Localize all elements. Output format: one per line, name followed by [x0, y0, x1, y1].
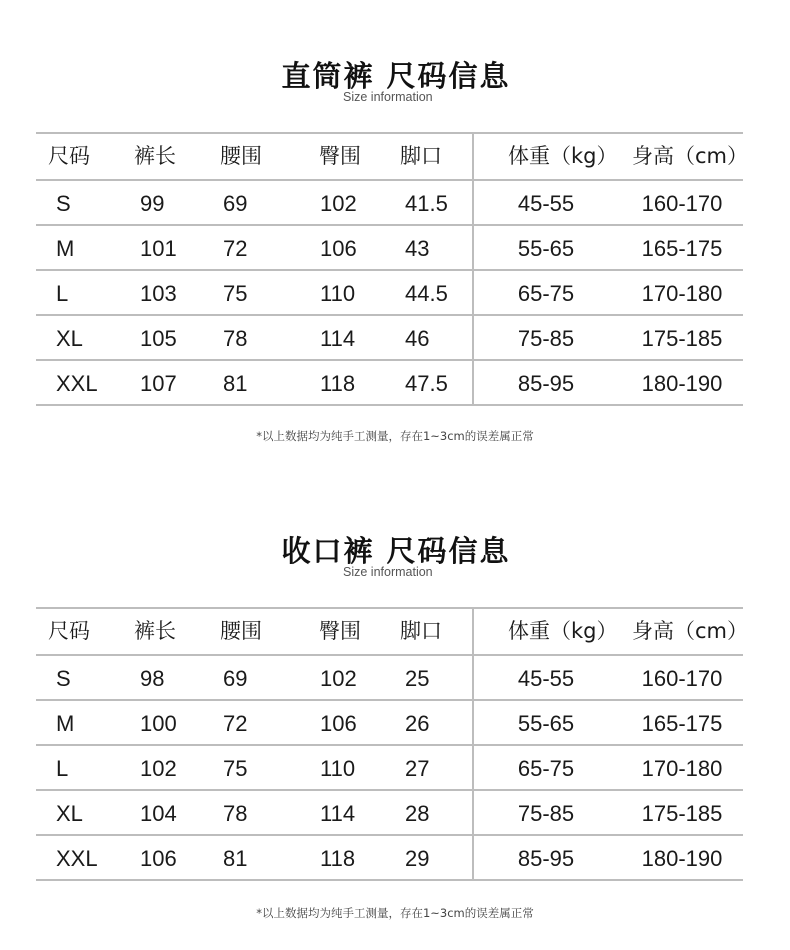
measurement-note: *以上数据均为纯手工测量，存在1~3cm的误差属正常	[256, 429, 534, 443]
cell-waist: 78	[223, 801, 248, 826]
cell-height: 175-185	[641, 801, 723, 826]
cell-size: M	[56, 236, 75, 261]
cell-waist: 69	[223, 666, 248, 691]
cell-waist: 75	[223, 281, 248, 306]
cell-length: 106	[140, 846, 177, 871]
cell-height: 180-190	[641, 846, 723, 871]
cell-height: 165-175	[641, 236, 723, 261]
cell-size: M	[56, 711, 75, 736]
header-length: 裤长	[134, 144, 176, 168]
cell-waist: 72	[223, 711, 248, 736]
cell-height: 160-170	[641, 191, 723, 216]
section-title: 收口裤 尺码信息	[281, 534, 511, 568]
cell-height: 180-190	[641, 371, 723, 396]
header-weight: 体重（kg）	[508, 144, 618, 168]
cell-hip: 110	[320, 756, 356, 781]
cell-hip: 106	[320, 711, 357, 736]
size-table	[36, 132, 749, 408]
cell-length: 103	[140, 281, 177, 306]
cell-weight: 55-65	[517, 236, 575, 261]
header-height: 身高（cm）	[632, 619, 749, 643]
table-row	[36, 361, 743, 406]
header-hip: 臀围	[319, 619, 361, 643]
cell-length: 100	[140, 711, 177, 736]
cell-hip: 118	[320, 371, 356, 396]
cell-weight: 55-65	[517, 711, 575, 736]
cell-waist: 75	[223, 756, 248, 781]
cell-weight: 45-55	[517, 191, 575, 216]
section-subtitle: Size information	[343, 90, 433, 104]
header-hip: 臀围	[319, 144, 361, 168]
header-waist: 腰围	[220, 144, 262, 168]
cell-length: 101	[140, 236, 177, 261]
cell-waist: 81	[223, 846, 248, 871]
cell-waist: 69	[223, 191, 248, 216]
size-table	[36, 607, 749, 883]
cell-length: 102	[140, 756, 177, 781]
cell-length: 104	[140, 801, 177, 826]
cell-size: XXL	[56, 371, 98, 396]
cell-hem: 27	[405, 756, 430, 781]
cell-hem: 41.5	[405, 191, 448, 216]
table-header-row	[36, 609, 749, 654]
cell-height: 170-180	[641, 281, 723, 306]
table-row	[36, 271, 743, 316]
table-row	[36, 746, 743, 791]
cell-size: S	[56, 191, 71, 216]
cell-weight: 85-95	[517, 371, 575, 396]
header-hem: 脚口	[400, 619, 442, 643]
cell-size: S	[56, 666, 71, 691]
cell-hem: 44.5	[405, 281, 448, 306]
header-size: 尺码	[48, 144, 90, 168]
table-row	[36, 181, 743, 226]
header-weight: 体重（kg）	[508, 619, 618, 643]
table-row	[36, 226, 743, 271]
table-header-row	[36, 134, 749, 179]
cell-height: 175-185	[641, 326, 723, 351]
cell-hip: 114	[320, 801, 356, 826]
cell-weight: 65-75	[517, 756, 575, 781]
cell-hem: 29	[405, 846, 430, 871]
table-row	[36, 836, 743, 881]
cell-length: 98	[140, 666, 165, 691]
cell-weight: 85-95	[517, 846, 575, 871]
section-subtitle: Size information	[343, 565, 433, 579]
cell-waist: 81	[223, 371, 248, 396]
cell-hem: 46	[405, 326, 430, 351]
cell-size: L	[56, 281, 69, 306]
cell-size: L	[56, 756, 69, 781]
cell-size: XL	[56, 801, 83, 826]
cell-hip: 106	[320, 236, 357, 261]
cell-hem: 28	[405, 801, 430, 826]
table-row	[36, 316, 743, 361]
measurement-note: *以上数据均为纯手工测量，存在1~3cm的误差属正常	[256, 906, 534, 920]
header-length: 裤长	[134, 619, 176, 643]
cell-hem: 26	[405, 711, 430, 736]
table-row	[36, 791, 743, 836]
cell-weight: 65-75	[517, 281, 575, 306]
cell-height: 170-180	[641, 756, 723, 781]
cell-hip: 110	[320, 281, 356, 306]
header-waist: 腰围	[220, 619, 262, 643]
cell-hip: 118	[320, 846, 356, 871]
cell-length: 99	[140, 191, 165, 216]
cell-hip: 102	[320, 191, 357, 216]
cell-hip: 114	[320, 326, 356, 351]
cell-hip: 102	[320, 666, 357, 691]
cell-hem: 47.5	[405, 371, 448, 396]
cell-weight: 45-55	[517, 666, 575, 691]
table-row	[36, 701, 743, 746]
cell-height: 165-175	[641, 711, 723, 736]
cell-hem: 43	[405, 236, 430, 261]
header-hem: 脚口	[400, 144, 442, 168]
cell-size: XXL	[56, 846, 98, 871]
table-row	[36, 656, 743, 701]
section-title: 直筒裤 尺码信息	[281, 59, 511, 93]
header-size: 尺码	[48, 619, 90, 643]
header-height: 身高（cm）	[632, 144, 749, 168]
cell-waist: 78	[223, 326, 248, 351]
cell-length: 105	[140, 326, 177, 351]
cell-length: 107	[140, 371, 177, 396]
cell-size: XL	[56, 326, 83, 351]
cell-height: 160-170	[641, 666, 723, 691]
cell-weight: 75-85	[517, 801, 575, 826]
cell-weight: 75-85	[517, 326, 575, 351]
cell-hem: 25	[405, 666, 430, 691]
cell-waist: 72	[223, 236, 248, 261]
